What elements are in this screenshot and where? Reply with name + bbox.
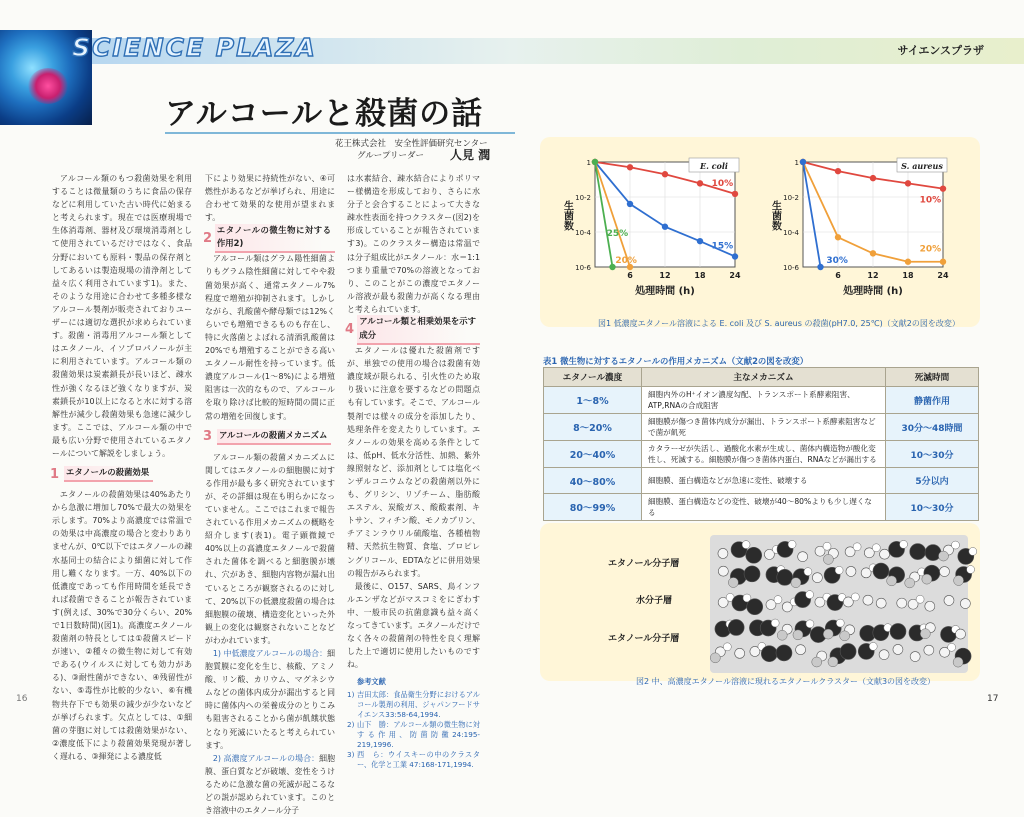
data-point — [609, 264, 615, 270]
series-label: 25% — [606, 229, 629, 239]
series-label: 20% — [615, 256, 637, 266]
hydrogen-atom — [924, 645, 934, 655]
page-number-right: 17 — [987, 694, 999, 704]
oxygen-atom — [953, 657, 963, 667]
data-point — [697, 180, 703, 186]
hydrogen-atom — [880, 549, 890, 559]
carbon-atom — [776, 645, 792, 661]
x-tick-label: 24 — [937, 271, 949, 280]
oxygen-atom — [840, 631, 850, 641]
text-column-2 — [205, 172, 335, 817]
subsection-2-text: 細胞膜、蛋白質などが破壊、変性をうけるために急激な菌の死滅が起こるなどの説が認められています。このとき溶液中のエタノール分子 — [205, 753, 335, 816]
section-label: サイエンスプラザ — [897, 44, 984, 57]
section-heading-2: 2 エタノールの微生物に対する作用2) — [203, 230, 335, 246]
reference-3-text: 西 ら：ウイスキーの中のクラスター、化学と工業 47:168-171,1994. — [357, 750, 480, 770]
data-point — [627, 201, 633, 207]
carbon-atom — [873, 563, 889, 579]
reference-2: 2) 山下 勝：アルコール類の微生物に対する作用、防菌防黴24:195-219,1996. — [347, 720, 480, 750]
hydrogen-atom — [956, 629, 966, 639]
section-1-paragraph: エタノールの殺菌効果は40%あたりから急激に増加し70%で最大の効果を示します。70%より高濃度では常温での効果は中高濃度の場合と変わりありませんが、0℃以下ではエタノールの疎水基同士の結合により細菌に対して作用し難くなります。一方、40%以下の低濃度であっても作用時間を延長できれば殺菌できることが報告されています(例えば、30%で30分くらい、20%で1日数時間)(図1)。高濃度エタノール殺菌剤の特長としては①殺菌スピードが速い、②種々の微生物に対して有効である(ウイルスに対しても効力がある)、③耐性菌ができない、④残留性がない、⑤毒性が比較的少ない、⑥有機物共存下でも効果の減少が少ないなどが挙げられます。欠点としては、①細菌の芽胞に対しては殺菌効果がない、②濃度低下により殺菌効果発現が著しく遅れる、③揮発による濃度低 — [52, 490, 192, 761]
table-cell-mechanism: 細胞膜が傷つき菌体内成分が漏出、トランスポート系酵素阻害などで菌が飢死 — [642, 414, 886, 441]
hydrogen-atom — [718, 566, 728, 576]
y-tick-label: 10-6 — [575, 264, 591, 272]
oxygen-atom — [823, 629, 833, 639]
hydrogen-atom — [939, 567, 949, 577]
carbon-atom — [728, 619, 744, 635]
hydrogen-atom — [948, 643, 956, 651]
section-heading-4: 4 アルコール類と相乗効果を示す成分 — [345, 322, 480, 338]
table-cell-mechanism: カタラーゼが失活し、過酸化水素が生成し、菌体内構造物が酸化変性し、死滅する。細胞膜が傷つき菌体内蛋白、RNAなどが漏出する — [642, 441, 886, 468]
hydrogen-atom — [876, 598, 886, 608]
data-point — [817, 264, 823, 270]
oxygen-atom — [791, 578, 801, 588]
layer-label-top: エタノール分子層 — [608, 559, 680, 569]
y-axis-label: 生菌数 — [561, 200, 573, 231]
hydrogen-atom — [900, 540, 908, 548]
oxygen-atom — [920, 629, 930, 639]
closing-paragraph: 最後に、O157、SARS、鳥インフルエンザなどがマスコミをにぎわす中、一般市民の抗菌意識も益々高くなってきています。エタノールだけでなく各々の殺菌剤の特性を良く理解した上で適切に使用したいものですね。 — [347, 581, 480, 670]
section-heading-1-label: エタノールの殺菌効果 — [64, 466, 153, 482]
hydrogen-atom — [742, 541, 750, 549]
x-tick-label: 12 — [867, 271, 879, 280]
title-rule — [165, 132, 515, 134]
hydrogen-atom — [823, 542, 831, 550]
banner-title: SCIENCE PLAZA — [72, 33, 317, 62]
carbon-atom — [777, 569, 793, 585]
section-heading-2-label: エタノールの微生物に対する作用2) — [215, 224, 335, 253]
panel-title: S. aureus — [901, 161, 943, 171]
author-name: 人見 潤 — [450, 148, 491, 162]
oxygen-atom — [710, 653, 720, 663]
hydrogen-atom — [812, 573, 822, 583]
section-heading-4-label: アルコール類と相乗効果を示す成分 — [357, 315, 480, 344]
hydrogen-atom — [925, 601, 935, 611]
hydrogen-atom — [853, 543, 861, 551]
x-tick-label: 6 — [835, 271, 841, 280]
data-point — [905, 259, 911, 265]
table-cell-time: 10〜30分 — [886, 441, 979, 468]
oxygen-atom — [938, 551, 948, 561]
series-label: 15% — [711, 241, 734, 252]
hydrogen-atom — [735, 648, 745, 658]
carbon-atom — [925, 545, 941, 561]
hydrogen-atom — [910, 652, 920, 662]
oxygen-atom — [887, 576, 897, 586]
data-point — [870, 175, 876, 181]
table-row — [544, 441, 979, 468]
carbon-atom — [890, 623, 906, 639]
table-row — [544, 387, 979, 414]
hydrogen-atom — [951, 541, 959, 549]
reference-3: 3) 西 ら：ウイスキーの中のクラスター、化学と工業 47:168-171,1994. — [347, 750, 480, 770]
table-header-concentration: エタノール濃度 — [544, 368, 642, 387]
y-tick-label: 10-4 — [783, 229, 799, 237]
reference-1: 1) 吉田太郎：食品衛生分野におけるアルコール製剤の利用、ジャパンフードサイエンス33:58-64,1994. — [347, 690, 480, 720]
oxygen-atom — [728, 577, 738, 587]
y-tick-label: 10-6 — [783, 264, 799, 272]
section-heading-1: 1 エタノールの殺菌効果 — [50, 466, 192, 482]
author-affiliation: 花王株式会社 安全性評価研究センター — [335, 139, 488, 149]
carbon-atom — [761, 646, 777, 662]
hydrogen-atom — [771, 619, 779, 627]
hydrogen-atom — [916, 595, 924, 603]
reference-2-text: 山下 勝：アルコール類の微生物に対する作用、防菌防黴24:195-219,1996. — [357, 720, 480, 750]
table-header-time: 死滅時間 — [886, 368, 979, 387]
author-role: グループリーダー — [357, 151, 424, 161]
hydrogen-atom — [960, 599, 970, 609]
reference-1-text: 吉田太郎：食品衛生分野におけるアルコール製剤の利用、ジャパンフードサイエンス33:58-64,1994. — [357, 690, 480, 720]
series-label: 10% — [711, 178, 734, 189]
series-label: 10% — [919, 195, 942, 206]
x-axis-label: 処理時間 (h) — [635, 286, 695, 297]
series-label: 30% — [826, 256, 848, 266]
hydrogen-atom — [969, 547, 977, 555]
article-title: アルコールと殺菌の話 — [165, 96, 484, 132]
page-number-left: 16 — [16, 694, 28, 704]
data-point — [835, 234, 841, 240]
hydrogen-atom — [796, 645, 806, 655]
carbon-atom — [746, 547, 762, 563]
subsection-2-label: 2) 高濃度アルコールの場合： — [212, 753, 320, 763]
oxygen-atom — [777, 630, 787, 640]
oxygen-atom — [922, 574, 932, 584]
y-tick-label: 10-4 — [575, 229, 591, 237]
hydrogen-atom — [718, 548, 728, 558]
col3-continuation: は水素結合、疎水結合によりポリマー様構造を形成しており、さらに水分子と会合することによって大きな疎水性表面を持つクラスター(図2)を形成していることが報告されています3)。このクラスター構造は常温では分子組成比がエタノール：水＝1:1つまり重量で70%の溶液となっており、このことがこの濃度でエタノール溶液が最も殺菌力が高くなる理由と考えられています。 — [347, 174, 480, 314]
hydrogen-atom — [798, 552, 808, 562]
layer-label-bottom: エタノール分子層 — [608, 634, 680, 644]
section-2-paragraph: アルコール類はグラム陽性細菌よりもグラム陰性細菌に対してやや殺菌効果が高く、通常エタノール7%程度で増殖が抑制されます。しかしながら、乳酸菌や酵母類では12%くらいでも増殖できるものも存在し、特に火落菌とよばれる清酒乳酸菌は20%でも増殖することができる高いエタノール耐性を持っています。低濃度アルコール(1〜8%)による増殖阻害は一次的なもので、アルコールを取り除けば比較的短時間の間に正常の増殖を回復します。 — [205, 254, 335, 421]
section-heading-3-label: アルコールの殺菌メカニズム — [217, 429, 331, 445]
data-point — [800, 159, 806, 165]
x-tick-label: 6 — [627, 271, 633, 280]
data-point — [662, 171, 668, 177]
references-title: 参考文献 — [357, 677, 386, 687]
table-cell-mechanism: 細胞内外のH⁺イオン濃度勾配、トランスポート系酵素阻害、ATP,RNAの合成阻害 — [642, 387, 886, 414]
table-cell-concentration: 1〜8% — [544, 387, 642, 414]
table-cell-time: 30分〜48時間 — [886, 414, 979, 441]
data-point — [627, 164, 633, 170]
oxygen-atom — [823, 554, 833, 564]
hydrogen-atom — [869, 642, 877, 650]
hydrogen-atom — [846, 566, 856, 576]
hydrogen-atom — [806, 620, 814, 628]
data-point — [870, 250, 876, 256]
data-point — [697, 238, 703, 244]
hydrogen-atom — [804, 568, 812, 576]
hydrogen-atom — [723, 643, 731, 651]
data-point — [940, 259, 946, 265]
y-tick-label: 10-2 — [783, 194, 799, 202]
hydrogen-atom — [967, 566, 975, 574]
hydrogen-atom — [806, 591, 814, 599]
hydrogen-atom — [788, 540, 796, 548]
subsection-1-text: 細胞質膜に変化を生じ、核酸、アミノ酸、リン酸、カリウム、マグネシウムなどの菌体内成分が漏出すると同時に菌体内への栄養成分のとりこみも阻害されることから菌が飢餓状態となり死滅にいたると考えられています。 — [205, 649, 335, 750]
carbon-atom — [840, 643, 856, 659]
y-axis-label: 生菌数 — [769, 200, 781, 231]
figure-1-panel — [540, 137, 980, 327]
figure-1-charts — [540, 137, 980, 317]
table-row — [544, 468, 979, 494]
table-cell-time: 5分以内 — [886, 468, 979, 494]
hydrogen-atom — [851, 593, 859, 601]
x-axis-label: 処理時間 (h) — [843, 286, 903, 297]
data-point — [592, 159, 598, 165]
carbon-atom — [744, 566, 760, 582]
y-tick-label: 1 — [586, 159, 591, 167]
section-3-paragraph: アルコール類の殺菌メカニズムに関してはエタノールの細胞膜に対する作用が最も多く研究されていますが、その詳細は現在も明らかになっていません。ここではこれまで報告されている作用メカニズムの概略を紹介します(表1)。電子顕微鏡で40%以上の高濃度エタノールで殺菌された菌体を調べると細胞膜が壊れ、穴があき、細胞内容物が漏れ出ているところが観察されるのに対して、20%以下の低濃度殺菌の場合は細胞膜の破壊、構造変化といった外観上の変化は観察されないことなどがわかれています。 — [205, 452, 335, 645]
intro-paragraph: アルコール類のもつ殺菌効果を利用することは微量類のうちに食品の保存などに利用していた古い時代に始まると考えられます。現在では医療現場で生体消毒剤、器材及び環境消毒剤として使用されているだけではなく、食品分野においても原料・製品の保存剤としてあるいは製造現場の清浄剤として益々広く利用されています1)。また、そのような用途に合わせて多種多様なアルコール製剤が販売されておりユーザーには適切な選択が求められています。殺菌・消毒用アルコール類としてはエタノール、イソプロパノールが主に利用されています。アルコール類の殺菌効果は炭素鎖長が長いほど、疎水性が強くなるほど強くなりますが、炭素鎖長が10以上になると水に対する溶解性が減少し殺菌効果も急速に減少します。ここでは、アルコール類の中で最も広い分野で使用されているエタノールについて解説をしましょう。 — [52, 174, 192, 458]
x-tick-label: 24 — [729, 271, 741, 280]
carbon-atom — [910, 544, 926, 560]
molecular-cluster-illustration — [540, 523, 980, 681]
figure-2-caption: 図2 中、高濃度エタノール溶液に現れるエタノールクラスター（文献3の図を改変） — [636, 677, 936, 686]
hydrogen-atom — [774, 596, 782, 604]
table-row — [544, 494, 979, 521]
table-row — [544, 414, 979, 441]
data-point — [940, 185, 946, 191]
section-4-paragraph: エタノールは優れた殺菌剤ですが、単独での使用の場合は殺菌有効濃度域が限られる、引火性のため取り扱いに注意を要するなどの問題点も有しています。そこで、アルコール製剤では様々の成分を添加したり、処理条件を変えたりしています。エタノールの効果を高める条件としては、低pH、低水分活性、加熱、紫外線照射など、添加剤としては塩化ベンザルコニウムなどの殺菌剤以外にも、グリシン、リゾチーム、脂肪酸エステル、炭酸ガス、酸酸素剤、キトサン、フィチン酸、モノカプリン、チアミンラウリル硫酸塩、各種植物精、天然抗生物質、食塩、プロピレングリコール、EDTAなどに併用効果の報告がみられます。 — [347, 346, 480, 578]
layer-label-middle: 水分子層 — [636, 596, 673, 606]
table-cell-mechanism: 細胞膜、蛋白構造などが急速に変性、破壊する — [642, 468, 886, 494]
text-column-3 — [347, 172, 480, 770]
hydrogen-atom — [893, 644, 903, 654]
table-header-row — [544, 368, 979, 387]
carbon-atom — [747, 599, 763, 615]
oxygen-atom — [954, 576, 964, 586]
data-point — [732, 253, 738, 259]
oxygen-atom — [812, 657, 822, 667]
table-cell-concentration: 20〜40% — [544, 441, 642, 468]
panel-title: E. coli — [700, 161, 728, 171]
oxygen-atom — [828, 657, 838, 667]
hydrogen-atom — [836, 619, 844, 627]
data-point — [905, 180, 911, 186]
text-column-1 — [52, 172, 192, 763]
table-cell-mechanism: 細胞膜、蛋白構造などの変性、破壊が40〜80%よりも少し遅くなる — [642, 494, 886, 521]
x-tick-label: 18 — [694, 271, 706, 280]
col2-continuation: 下により効果に持続性がない、④可燃性があるなどが挙げられ、用途に合わせて効果的な使用が望まれます。 — [205, 174, 335, 223]
table-cell-concentration: 80〜99% — [544, 494, 642, 521]
y-tick-label: 10-2 — [575, 194, 591, 202]
hydrogen-atom — [872, 544, 880, 552]
x-tick-label: 12 — [659, 271, 671, 280]
x-tick-label: 18 — [902, 271, 914, 280]
figure-1-caption: 図1 低濃度エタノール溶液による E. coli 及び S. aureus の殺菌(pH7.0, 25℃)（文献2の図を改変） — [598, 319, 960, 328]
hydrogen-atom — [897, 598, 907, 608]
oxygen-atom — [793, 630, 803, 640]
y-tick-label: 1 — [794, 159, 799, 167]
hydrogen-atom — [944, 595, 954, 605]
oxygen-atom — [905, 578, 915, 588]
table-cell-concentration: 40〜80% — [544, 468, 642, 494]
subsection-2 — [205, 752, 335, 817]
subsection-1 — [205, 647, 335, 752]
table-cell-time: 10〜30分 — [886, 494, 979, 521]
figure-2-panel — [540, 523, 980, 681]
data-point — [662, 224, 668, 230]
subsection-1-label: 1) 中低濃度アルコールの場合： — [212, 649, 328, 658]
table-1-title: 表1 微生物に対するエタノールの作用メカニズム（文献2の図を改変） — [543, 356, 809, 366]
section-heading-3: 3 アルコールの殺菌メカニズム — [203, 429, 335, 445]
hydrogen-atom — [879, 650, 889, 660]
data-point — [835, 168, 841, 174]
table-cell-time: 静菌作用 — [886, 387, 979, 414]
data-point — [732, 191, 738, 197]
hydrogen-atom — [863, 595, 873, 605]
series-label: 20% — [919, 244, 942, 255]
table-1 — [543, 367, 979, 521]
hydrogen-atom — [835, 566, 843, 574]
table-header-mechanism: 主なメカニズム — [642, 368, 886, 387]
table-cell-concentration: 8〜20% — [544, 414, 642, 441]
